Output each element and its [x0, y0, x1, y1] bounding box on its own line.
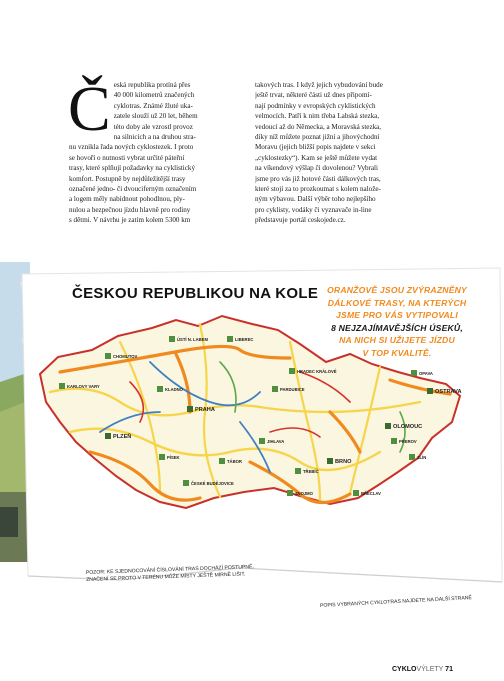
- article-line: trasy, které splňují požadavky na cyklistický: [69, 164, 196, 173]
- city-marker: [391, 438, 397, 444]
- article-line: na víkendový výšlap či dovolenou? Vybrali: [255, 164, 379, 173]
- city-marker: [295, 468, 301, 474]
- city-marker: [105, 353, 111, 359]
- article-line: Moravu (jejich bližší popis najdete v sekci: [255, 143, 376, 152]
- city-label: LIBEREC: [235, 337, 254, 342]
- city-marker: [289, 368, 295, 374]
- city-marker: [105, 433, 111, 439]
- city-marker: [327, 458, 333, 464]
- city-marker: [219, 458, 225, 464]
- callout-line: 8 NEJZAJÍMAVĚJŠÍCH ÚSEKŮ,: [331, 322, 463, 333]
- article-line: vedoucí až do Německa, a Moravská stezka,: [255, 122, 382, 131]
- numbering-note: POZOR: KE SJEDNOCOVÁNÍ ČÍSLOVÁNÍ TRAS DOCHÁZÍ POSTUPNĚ, ZNAČENÍ SE PROTO V TERÉNU MŮŽE MÍSTY JEŠTĚ MÍRNĚ LIŠIT.: [85, 564, 254, 583]
- article-right-lines: [255, 80, 427, 226]
- city-label: KARLOVY VARY: [67, 384, 100, 389]
- city-marker: [287, 490, 293, 496]
- city-label: PÍSEK: [167, 455, 180, 460]
- article-line: nu vznikla řada nových cyklostezek. I proto: [69, 143, 194, 152]
- city-marker: [385, 423, 391, 429]
- city-marker: [409, 454, 415, 460]
- city-label: BŘECLAV: [361, 491, 381, 496]
- article-line: ještě trvat, některé části už dnes připomí-: [255, 91, 372, 100]
- article-line: díky níž můžete poznat jižní a jihovýchodní: [255, 133, 380, 142]
- city-label: ZNOJMO: [295, 491, 313, 496]
- article-line: pro cyklisty, vodáky či vyznavače in-line: [255, 205, 372, 214]
- article-column-right: [255, 80, 427, 226]
- brand-name-bold: CYKLO: [392, 666, 417, 673]
- article-line: se hovoří o nutnosti vybrat určité páteřní: [69, 153, 185, 162]
- article-line: nulou a bezpečnou jízdu hlavně pro rodiny: [69, 205, 191, 214]
- city-marker: [169, 336, 175, 342]
- city-label: OPAVA: [419, 371, 433, 376]
- city-marker: [259, 438, 265, 444]
- city-label: PŘEROV: [399, 439, 417, 444]
- city-label: OLOMOUC: [393, 424, 423, 430]
- city-label: PLZEŇ: [113, 434, 132, 440]
- callout-line: V TOP KVALITĚ.: [362, 347, 432, 358]
- city-label: OSTRAVA: [435, 389, 462, 395]
- callout-line: NA NICH SI UŽIJETE JÍZDU: [339, 335, 455, 345]
- city-label: TÁBOR: [227, 459, 242, 464]
- page-footer: [392, 666, 453, 673]
- city-marker: [427, 388, 433, 394]
- map-title: ČESKOU REPUBLIKOU NA KOLE: [72, 285, 319, 302]
- city-marker: [187, 406, 193, 412]
- article-line: nají podmínky v evropských cyklistických: [255, 101, 376, 110]
- city-marker: [159, 454, 165, 460]
- article-line: které stojí za to prozkoumat s kolem nalože-: [255, 185, 381, 194]
- article-line: zatele slouží už 20 let, během: [113, 112, 198, 121]
- city-label: JIHLAVA: [267, 439, 285, 444]
- city-label: PARDUBICE: [280, 387, 305, 392]
- city-marker: [353, 490, 359, 496]
- callout-line: DÁLKOVÉ TRASY, NA KTERÝCH: [327, 297, 467, 308]
- article-line: ným výbavou. Další výběr toho nejlepšího: [255, 195, 376, 204]
- article-line: komfort. Postupně by nejdůležitější trasy: [69, 174, 186, 183]
- callout-line: JSME PRO VÁS VYTIPOVALI: [336, 310, 458, 320]
- article-line: takových tras. I když jejich vybudování bude: [255, 81, 383, 89]
- brand-name-light: VÝLETY: [416, 666, 444, 673]
- drop-cap: Č: [68, 73, 111, 144]
- city-marker: [227, 336, 233, 342]
- city-marker: [183, 480, 189, 486]
- city-label: PRAHA: [195, 407, 215, 413]
- city-label: ÚSTÍ N. LABEM: [177, 337, 208, 342]
- next-page-note: POPIS VYBRANÝCH CYKLOTRAS NAJDETE NA DALŠÍ STRANĚ: [319, 595, 473, 609]
- article-line: označené jedno- či dvouciferným označením: [69, 185, 197, 194]
- city-label: CHOMUTOV: [113, 354, 138, 359]
- city-label: HRADEC KRÁLOVÉ: [297, 369, 337, 374]
- article-line: 40 000 kilometrů značených: [113, 91, 195, 100]
- article-line: a logem měly nabídnout pohodlnou, ply-: [69, 195, 185, 204]
- city-marker: [59, 383, 65, 389]
- callout-line: ORANŽOVĚ JSOU ZVÝRAZNĚNY: [327, 285, 467, 295]
- article-line: „cyklostezky“). Kam se ještě můžete vydat: [255, 153, 378, 162]
- city-label: ČESKÉ BUDĚJOVICE: [191, 481, 234, 486]
- article-line: této doby ale vzrostl provoz: [113, 122, 193, 131]
- article-line: na silnicích a na druhou stra-: [113, 133, 196, 142]
- city-label: KLADNO: [165, 387, 183, 392]
- city-label: BRNO: [335, 459, 352, 465]
- article-line: představuje portál ceskojede.cz.: [255, 216, 346, 225]
- city-label: ZLÍN: [417, 455, 427, 460]
- article-line: eská republika protíná přes: [113, 81, 191, 89]
- page-number: 71: [445, 666, 453, 673]
- article-line: jsme pro vás již hotové části dálkových tras,: [255, 174, 381, 183]
- city-marker: [411, 370, 417, 376]
- article-line: cyklotras. Známé žluté uka-: [113, 101, 193, 110]
- article-line: s dětmi. V návrhu je zatím kolem 5300 km: [69, 216, 191, 225]
- article-column-left: [68, 73, 241, 226]
- map-callout: [302, 284, 492, 359]
- article-line: velmocích. Patří k nim třeba Labská stezka,: [255, 112, 380, 121]
- city-label: TŘEBÍČ: [303, 469, 319, 474]
- city-marker: [157, 386, 163, 392]
- city-marker: [272, 386, 278, 392]
